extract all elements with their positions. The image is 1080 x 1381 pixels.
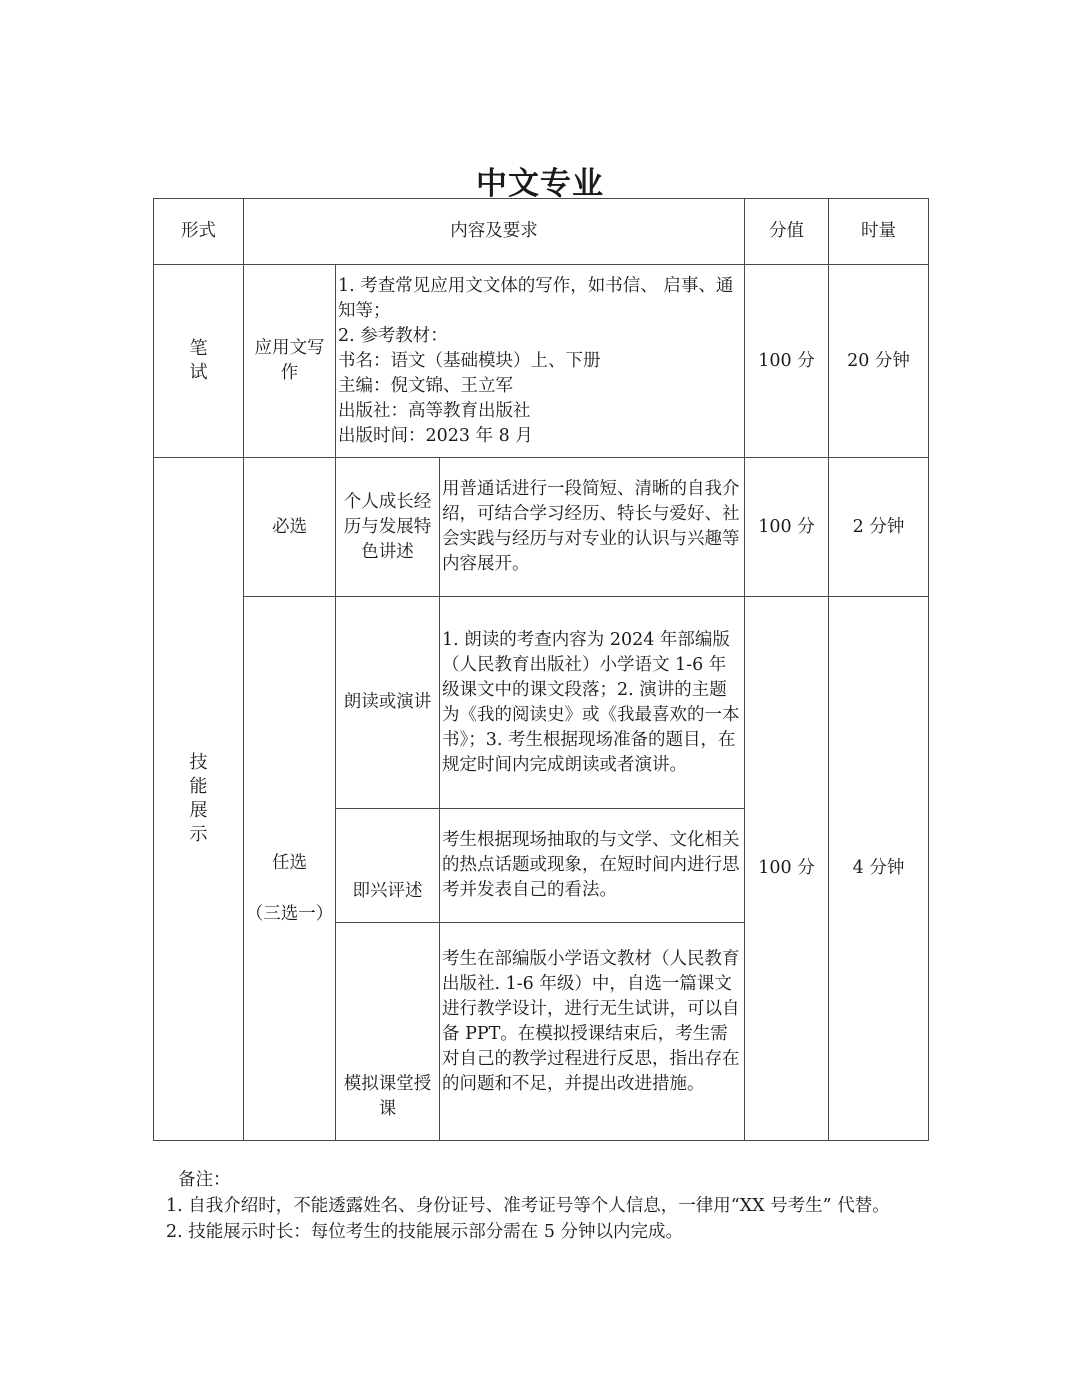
written-line: 出版社：高等教育出版社 <box>338 400 531 421</box>
header-score: 分值 <box>745 199 829 265</box>
required-score: 100 分 <box>745 458 829 597</box>
header-time: 时量 <box>829 199 929 265</box>
optional-item-name: 朗读或演讲 <box>336 597 440 809</box>
note-item: 1. 自我介绍时，不能透露姓名、身份证号、准考证号等个人信息，一律用“XX 号考生” 代替。 <box>166 1196 890 1216</box>
table-row-optional-1 <box>154 597 929 809</box>
note-item: 2. 技能展示时长：每位考生的技能展示部分需在 5 分钟以内完成。 <box>166 1222 684 1242</box>
table-header-row <box>154 199 929 265</box>
notes-section <box>166 1167 936 1245</box>
exam-table <box>153 198 929 1141</box>
written-line: 书名：语文（基础模块）上、下册 <box>338 350 601 371</box>
optional-item-name: 模拟课堂授课 <box>336 923 440 1141</box>
skills-form-cell <box>154 458 244 1141</box>
optional-item-content: 考生根据现场抽取的与文学、文化相关的热点话题或现象，在短时间内进行思考并发表自己的看法。 <box>440 809 745 923</box>
written-time: 20 分钟 <box>829 265 929 458</box>
optional-item-name: 即兴评述 <box>336 809 440 923</box>
written-line: 1. 考查常见应用文文体的写作，如书信、 启事、通知等； <box>338 275 734 321</box>
optional-time-value: 4 分钟 <box>852 858 905 878</box>
written-score: 100 分 <box>745 265 829 458</box>
written-form-cell <box>154 265 244 458</box>
table-row-required <box>154 458 929 597</box>
notes-label: 备注： <box>178 1170 231 1190</box>
optional-item-content: 1. 朗读的考查内容为 2024 年部编版（人民教育出版社）小学语文 1-6 年级课文中的课文段落；2. 演讲的主题为《我的阅读史》或《我最喜欢的一本书》；3. 考生根据现场准备的题目，在规定时间内完成朗读或者演讲。 <box>440 597 745 809</box>
written-form-label: 笔试 <box>189 338 208 383</box>
written-line: 主编：倪文锦、王立军 <box>338 375 513 396</box>
header-content: 内容及要求 <box>244 199 745 265</box>
optional-category-cell <box>244 597 336 1141</box>
optional-category: 任选 <box>272 852 307 873</box>
skills-form-label: 技能展示 <box>189 752 208 845</box>
required-time: 2 分钟 <box>829 458 929 597</box>
written-line: 出版时间：2023 年 8 月 <box>338 425 533 446</box>
written-line: 2. 参考教材： <box>338 325 448 346</box>
optional-score <box>745 597 829 1141</box>
written-item: 应用文写作 <box>244 265 336 458</box>
required-content: 用普通话进行一段简短、清晰的自我介绍，可结合学习经历、特长与爱好、社会实践与经历与对专业的认识与兴趣等内容展开。 <box>440 458 745 597</box>
table-row-written <box>154 265 929 458</box>
optional-note: （三选一） <box>245 903 334 924</box>
required-category: 必选 <box>244 458 336 597</box>
optional-time <box>829 597 929 1141</box>
optional-score-value: 100 分 <box>758 858 815 878</box>
required-item: 个人成长经历与发展特色讲述 <box>336 458 440 597</box>
optional-item-content: 考生在部编版小学语文教材（人民教育出版社. 1-6 年级）中，自选一篇课文进行教学设计，进行无生试讲，可以自备 PPT。在模拟授课结束后，考生需对自己的教学过程进行反思，指出存在的问题和不足，并提出改进措施。 <box>440 923 745 1141</box>
header-form: 形式 <box>154 199 244 265</box>
page-title: 中文专业 <box>476 166 604 202</box>
written-content <box>336 265 745 458</box>
